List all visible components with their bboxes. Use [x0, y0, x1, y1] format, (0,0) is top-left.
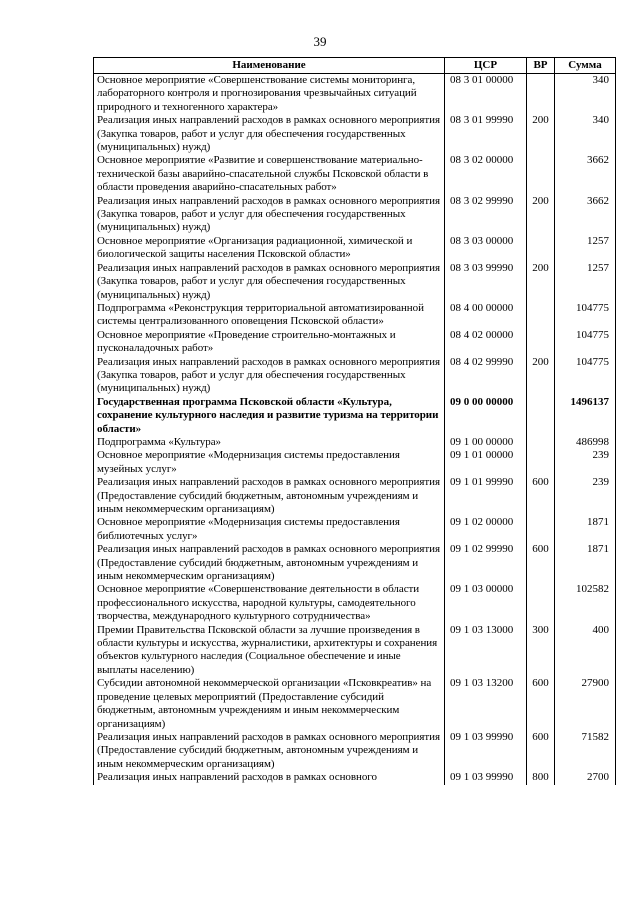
- row-name: Реализация иных направлений расходов в рамках основного мероприятия (Закупка товаров, работ и услуг для обеспечения государственных (муниципальных) нужд): [94, 356, 445, 396]
- row-vr: [527, 329, 555, 356]
- row-vr: [527, 302, 555, 329]
- row-name: Основное мероприятие «Организация радиационной, химической и биологической защиты населения Псковской области»: [94, 235, 445, 262]
- table-header-row: [94, 58, 616, 74]
- row-sum: 1257: [555, 262, 616, 302]
- row-name: Основное мероприятие «Проведение строительно-монтажных и пусконаладочных работ»: [94, 329, 445, 356]
- row-sum: 400: [555, 624, 616, 678]
- row-sum: 486998: [555, 436, 616, 449]
- row-sum: 340: [555, 74, 616, 115]
- row-csr: 08 4 02 00000: [445, 329, 527, 356]
- row-sum: 1257: [555, 235, 616, 262]
- row-vr: [527, 154, 555, 194]
- row-csr: 09 1 01 00000: [445, 449, 527, 476]
- row-csr: 09 1 03 00000: [445, 583, 527, 623]
- row-name: Реализация иных направлений расходов в рамках основного мероприятия (Предоставление субсидий бюджетным, автономным учреждениям и иным некоммерческим организациям): [94, 543, 445, 583]
- header-csr: ЦСР: [445, 58, 527, 74]
- row-sum: 3662: [555, 195, 616, 235]
- table-row: [94, 262, 616, 302]
- row-vr: 200: [527, 356, 555, 396]
- row-vr: [527, 583, 555, 623]
- row-csr: 08 4 00 00000: [445, 302, 527, 329]
- row-name: Основное мероприятие «Совершенствование деятельности в области профессионального искусства, народной культуры, самодеятельного творчества, международного культурного сотрудничества»: [94, 583, 445, 623]
- table-body: [94, 74, 616, 785]
- row-vr: [527, 436, 555, 449]
- table-row: [94, 154, 616, 194]
- row-name: Реализация иных направлений расходов в рамках основного мероприятия (Закупка товаров, работ и услуг для обеспечения государственных (муниципальных) нужд): [94, 262, 445, 302]
- row-vr: 800: [527, 771, 555, 784]
- row-vr: 200: [527, 114, 555, 154]
- page-number: 39: [313, 34, 327, 49]
- table-row: [94, 583, 616, 623]
- row-csr: 09 1 03 99990: [445, 731, 527, 771]
- row-csr: 09 1 03 13000: [445, 624, 527, 678]
- row-sum: 104775: [555, 302, 616, 329]
- table-row: [94, 731, 616, 771]
- row-vr: 600: [527, 677, 555, 731]
- row-sum: 239: [555, 449, 616, 476]
- row-sum: 27900: [555, 677, 616, 731]
- row-csr: 09 1 03 99990: [445, 771, 527, 784]
- row-vr: 300: [527, 624, 555, 678]
- table-row: [94, 114, 616, 154]
- row-sum: 71582: [555, 731, 616, 771]
- table-row: [94, 74, 616, 115]
- table-row: [94, 436, 616, 449]
- row-csr: 08 3 01 00000: [445, 74, 527, 115]
- row-name: Премии Правительства Псковской области за лучшие произведения в области культуры и искусства, журналистики, архитектуры и сохранения объектов культурного наследия (Социальное обеспечение и иные выплаты населению): [94, 624, 445, 678]
- table-row: [94, 476, 616, 516]
- row-csr: 09 1 00 00000: [445, 436, 527, 449]
- table-row: [94, 235, 616, 262]
- row-sum: 104775: [555, 329, 616, 356]
- row-csr: 08 3 02 00000: [445, 154, 527, 194]
- header-name: Наименование: [94, 58, 445, 74]
- row-name: Субсидии автономной некоммерческой организации «Псковкреатив» на проведение целевых мероприятий (Предоставление субсидий бюджетным, автономным учреждениям и иным некоммерческим организациям): [94, 677, 445, 731]
- row-name: Подпрограмма «Культура»: [94, 436, 445, 449]
- header-sum: Сумма: [555, 58, 616, 74]
- row-vr: [527, 449, 555, 476]
- table-row: [94, 543, 616, 583]
- row-name: Реализация иных направлений расходов в рамках основного мероприятия (Закупка товаров, работ и услуг для обеспечения государственных (муниципальных) нужд): [94, 114, 445, 154]
- row-sum: 1871: [555, 543, 616, 583]
- row-sum: 102582: [555, 583, 616, 623]
- row-vr: [527, 235, 555, 262]
- row-name: Подпрограмма «Реконструкция территориальной автоматизированной системы централизованного оповещения Псковской области»: [94, 302, 445, 329]
- row-name: Реализация иных направлений расходов в рамках основного мероприятия (Предоставление субсидий бюджетным, автономным учреждениям и иным некоммерческим организациям): [94, 476, 445, 516]
- row-csr: 08 4 02 99990: [445, 356, 527, 396]
- row-sum: 104775: [555, 356, 616, 396]
- row-csr: 09 1 02 99990: [445, 543, 527, 583]
- row-name: Основное мероприятие «Развитие и совершенствование материально-технической базы аварийно-спасательной службы Псковской области в области проведения аварийно-спасательных работ»: [94, 154, 445, 194]
- row-vr: 600: [527, 731, 555, 771]
- row-vr: 600: [527, 543, 555, 583]
- row-sum: 2700: [555, 771, 616, 784]
- row-name: Основное мероприятие «Модернизация системы предоставления библиотечных услуг»: [94, 516, 445, 543]
- row-sum: 1871: [555, 516, 616, 543]
- row-name: Реализация иных направлений расходов в рамках основного мероприятия (Предоставление субсидий бюджетным, автономным учреждениям и иным некоммерческим организациям): [94, 731, 445, 771]
- row-vr: 200: [527, 195, 555, 235]
- table-row: [94, 624, 616, 678]
- header-vr: ВР: [527, 58, 555, 74]
- row-csr: 09 1 01 99990: [445, 476, 527, 516]
- row-vr: [527, 516, 555, 543]
- row-name: Реализация иных направлений расходов в рамках основного: [94, 771, 445, 784]
- row-vr: [527, 74, 555, 115]
- row-name: Основное мероприятие «Модернизация системы предоставления музейных услуг»: [94, 449, 445, 476]
- row-csr: 08 3 02 99990: [445, 195, 527, 235]
- row-sum: 340: [555, 114, 616, 154]
- row-csr: 08 3 01 99990: [445, 114, 527, 154]
- row-name: Реализация иных направлений расходов в рамках основного мероприятия (Закупка товаров, работ и услуг для обеспечения государственных (муниципальных) нужд): [94, 195, 445, 235]
- table-row: [94, 356, 616, 396]
- row-csr: 09 0 00 00000: [445, 396, 527, 436]
- budget-table: [93, 57, 616, 785]
- row-csr: 09 1 03 13200: [445, 677, 527, 731]
- table-row: [94, 329, 616, 356]
- row-sum: 3662: [555, 154, 616, 194]
- table-row: [94, 302, 616, 329]
- table-row: [94, 396, 616, 436]
- table-row: [94, 677, 616, 731]
- row-vr: 600: [527, 476, 555, 516]
- table-row: [94, 771, 616, 784]
- table-row: [94, 516, 616, 543]
- row-csr: 08 3 03 99990: [445, 262, 527, 302]
- row-name: Государственная программа Псковской области «Культура, сохранение культурного наследия и развитие туризма на территории области»: [94, 396, 445, 436]
- row-sum: 239: [555, 476, 616, 516]
- table-row: [94, 449, 616, 476]
- row-vr: 200: [527, 262, 555, 302]
- table-row: [94, 195, 616, 235]
- row-sum: 1496137: [555, 396, 616, 436]
- row-csr: 08 3 03 00000: [445, 235, 527, 262]
- row-vr: [527, 396, 555, 436]
- row-name: Основное мероприятие «Совершенствование системы мониторинга, лабораторного контроля и прогнозирования чрезвычайных ситуаций природного и техногенного характера»: [94, 74, 445, 115]
- row-csr: 09 1 02 00000: [445, 516, 527, 543]
